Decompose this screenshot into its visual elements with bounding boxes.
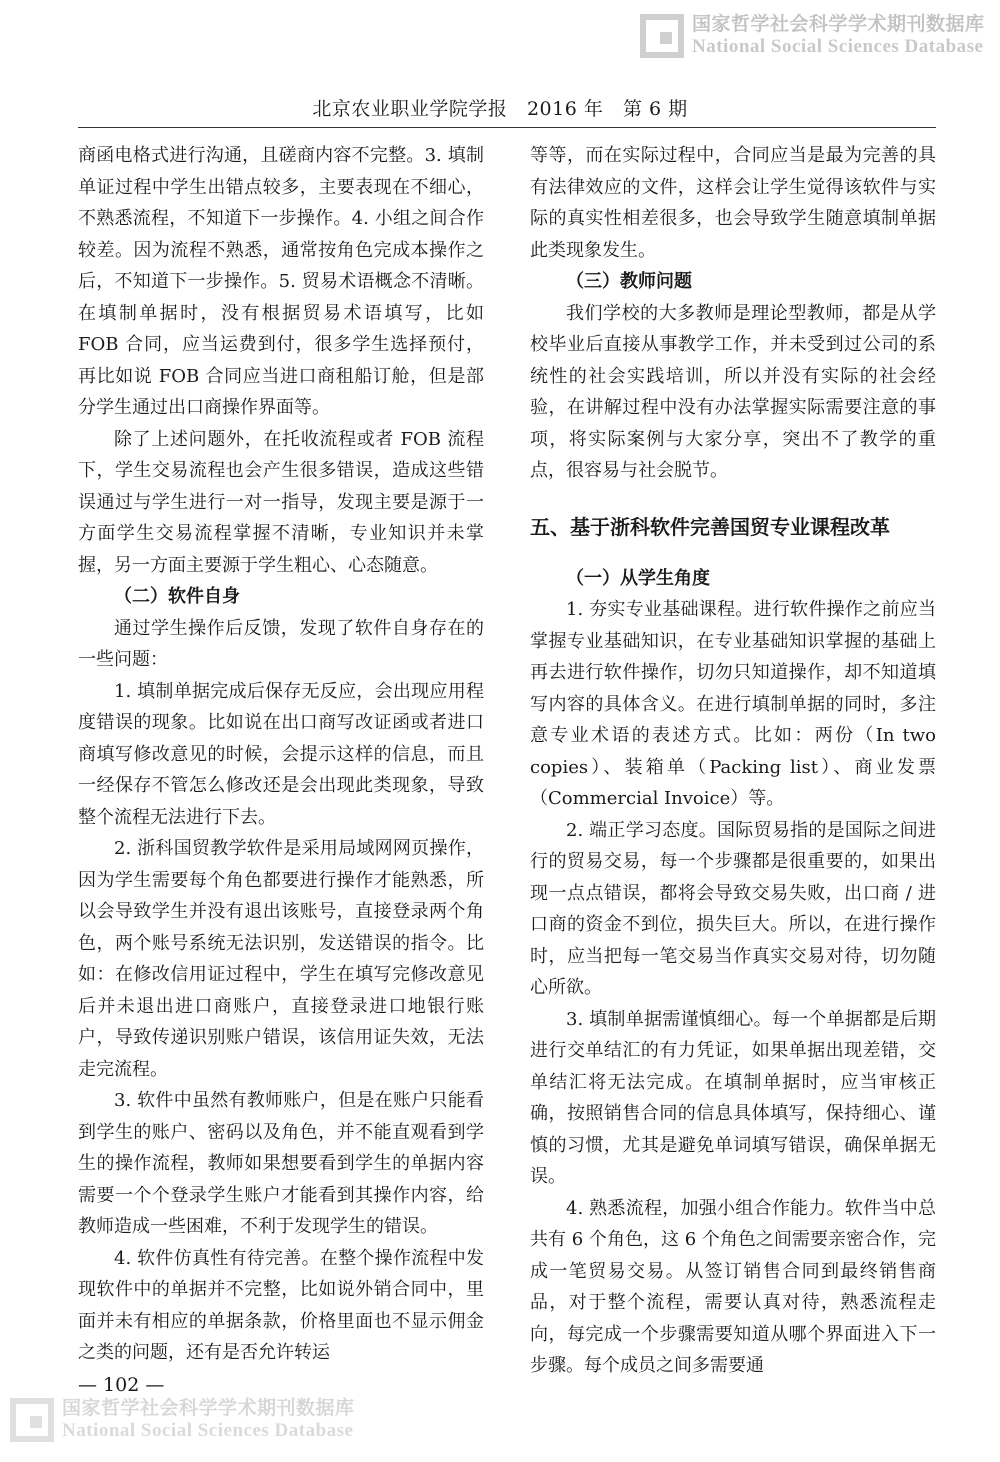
database-watermark-top xyxy=(640,14,985,58)
paragraph: 等等，而在实际过程中，合同应当是最为完善的具有法律效应的文件，这样会让学生觉得该软件与实际的真实性相差很多，也会导致学生随意填制单据此类现象发生。 xyxy=(530,145,936,261)
database-watermark-bottom xyxy=(10,1398,355,1442)
paragraph: 1. 夯实专业基础课程。进行软件操作之前应当掌握专业基础知识，在专业基础知识掌握的基础上再去进行软件操作，切勿只知道操作，却不知道填写内容的具体含义。在进行填制单据的同时，多注意专业术语的表述方式。比如：两份（In two copies）、装箱单（Packing list）、商业发票（Commercial Invoice）等。 xyxy=(530,599,936,809)
paragraph: 商函电格式进行沟通，且磋商内容不完整。3. 填制单证过程中学生出错点较多，主要表现在不细心，不熟悉流程，不知道下一步操作。4. 小组之间合作较差。因为流程不熟悉，通常按角色完成本操作之后，不知道下一步操作。5. 贸易术语概念不清晰。在填制单据时，没有根据贸易术语填写，比如 FOB 合同，应当运费到付，很多学生选择预付，再比如说 FOB 合同应当进口商租船订舱，但是部分学生通过出口商操作界面等。 xyxy=(78,145,484,418)
paragraph: 3. 软件中虽然有教师账户，但是在账户只能看到学生的账户、密码以及角色，并不能直观看到学生的操作流程，教师如果想要看到学生的单据内容需要一个个登录学生账户才能看到其操作内容，给教师造成一些困难，不利于发现学生的错误。 xyxy=(78,1090,484,1237)
subheading-software: （二）软件自身 xyxy=(114,586,240,607)
paragraph: 1. 填制单据完成后保存无反应，会出现应用程度错误的现象。比如说在出口商写改证函或者进口商填写修改意见的时候，会提示这样的信息，而且一经保存不管怎么修改还是会出现此类现象，导致整个流程无法进行下去。 xyxy=(78,680,484,828)
watermark-en: National Social Sciences Database xyxy=(62,1420,354,1441)
watermark-cn: 国家哲学社会科学学术期刊数据库 xyxy=(62,1397,355,1420)
paragraph: 4. 软件仿真性有待完善。在整个操作流程中发现软件中的单据并不完整，比如说外销合同中，里面并未有相应的单据条款，价格里面也不显示佣金之类的问题，还有是否允许转运 xyxy=(78,1247,484,1363)
database-logo-icon xyxy=(640,14,684,58)
running-head: 北京农业职业学院学报 2016 年 第 6 期 xyxy=(312,98,688,120)
subheading-teacher: （三）教师问题 xyxy=(566,271,692,292)
section-heading-5: 五、基于浙科软件完善国贸专业课程改革 xyxy=(530,514,890,539)
paragraph: 我们学校的大多教师是理论型教师，都是从学校毕业后直接从事教学工作，并未受到过公司的系统性的社会实践培训，所以并没有实际的社会经验，在讲解过程中没有办法掌握实际需要注意的事项，将实际案例与大家分享，突出不了教学的重点，很容易与社会脱节。 xyxy=(530,302,936,481)
page-number: — 102 — xyxy=(78,1374,165,1396)
left-column xyxy=(78,140,484,1369)
paragraph: 除了上述问题外，在托收流程或者 FOB 流程下，学生交易流程也会产生很多错误，造成这些错误通过与学生进行一对一指导，发现主要是源于一方面学生交易流程掌握不清晰，专业知识并未掌握，另一方面主要源于学生粗心、心态随意。 xyxy=(78,428,484,576)
database-logo-icon xyxy=(10,1398,54,1442)
watermark-en: National Social Sciences Database xyxy=(692,36,984,57)
right-column xyxy=(530,140,936,1382)
paragraph: 通过学生操作后反馈，发现了软件自身存在的一些问题： xyxy=(78,617,484,670)
paragraph: 3. 填制单据需谨慎细心。每一个单据都是后期进行交单结汇的有力凭证，如果单据出现差错，交单结汇将无法完成。在填制单据时，应当审核正确，按照销售合同的信息具体填写，保持细心、谨慎的习惯，尤其是避免单词填写错误，确保单据无误。 xyxy=(530,1008,936,1187)
watermark-cn: 国家哲学社会科学学术期刊数据库 xyxy=(692,13,985,36)
paragraph: 4. 熟悉流程，加强小组合作能力。软件当中总共有 6 个角色，这 6 个角色之间需要亲密合作，完成一笔贸易交易。从签订销售合同到最终销售商品，对于整个流程，需要认真对待，熟悉流程走向，每完成一个步骤需要知道从哪个界面进入下一步骤。每个成员之间多需要通 xyxy=(530,1197,936,1376)
paragraph: 2. 浙科国贸教学软件是采用局域网网页操作，因为学生需要每个角色都要进行操作才能熟悉，所以会导致学生并没有退出该账号，直接登录两个角色，两个账号系统无法识别，发送错误的指令。比如：在修改信用证过程中，学生在填写完修改意见后并未退出进口商账户，直接登录进口地银行账户，导致传递识别账户错误，该信用证失效，无法走完流程。 xyxy=(78,838,484,1080)
paragraph: 2. 端正学习态度。国际贸易指的是国际之间进行的贸易交易，每一个步骤都是很重要的，如果出现一点点错误，都将会导致交易失败，出口商 / 进口商的资金不到位，损失巨大。所以，在进行操作时，应当把每一笔交易当作真实交易对待，切勿随心所欲。 xyxy=(530,819,936,998)
subheading-student: （一）从学生角度 xyxy=(566,567,710,589)
header-rule xyxy=(78,127,936,128)
